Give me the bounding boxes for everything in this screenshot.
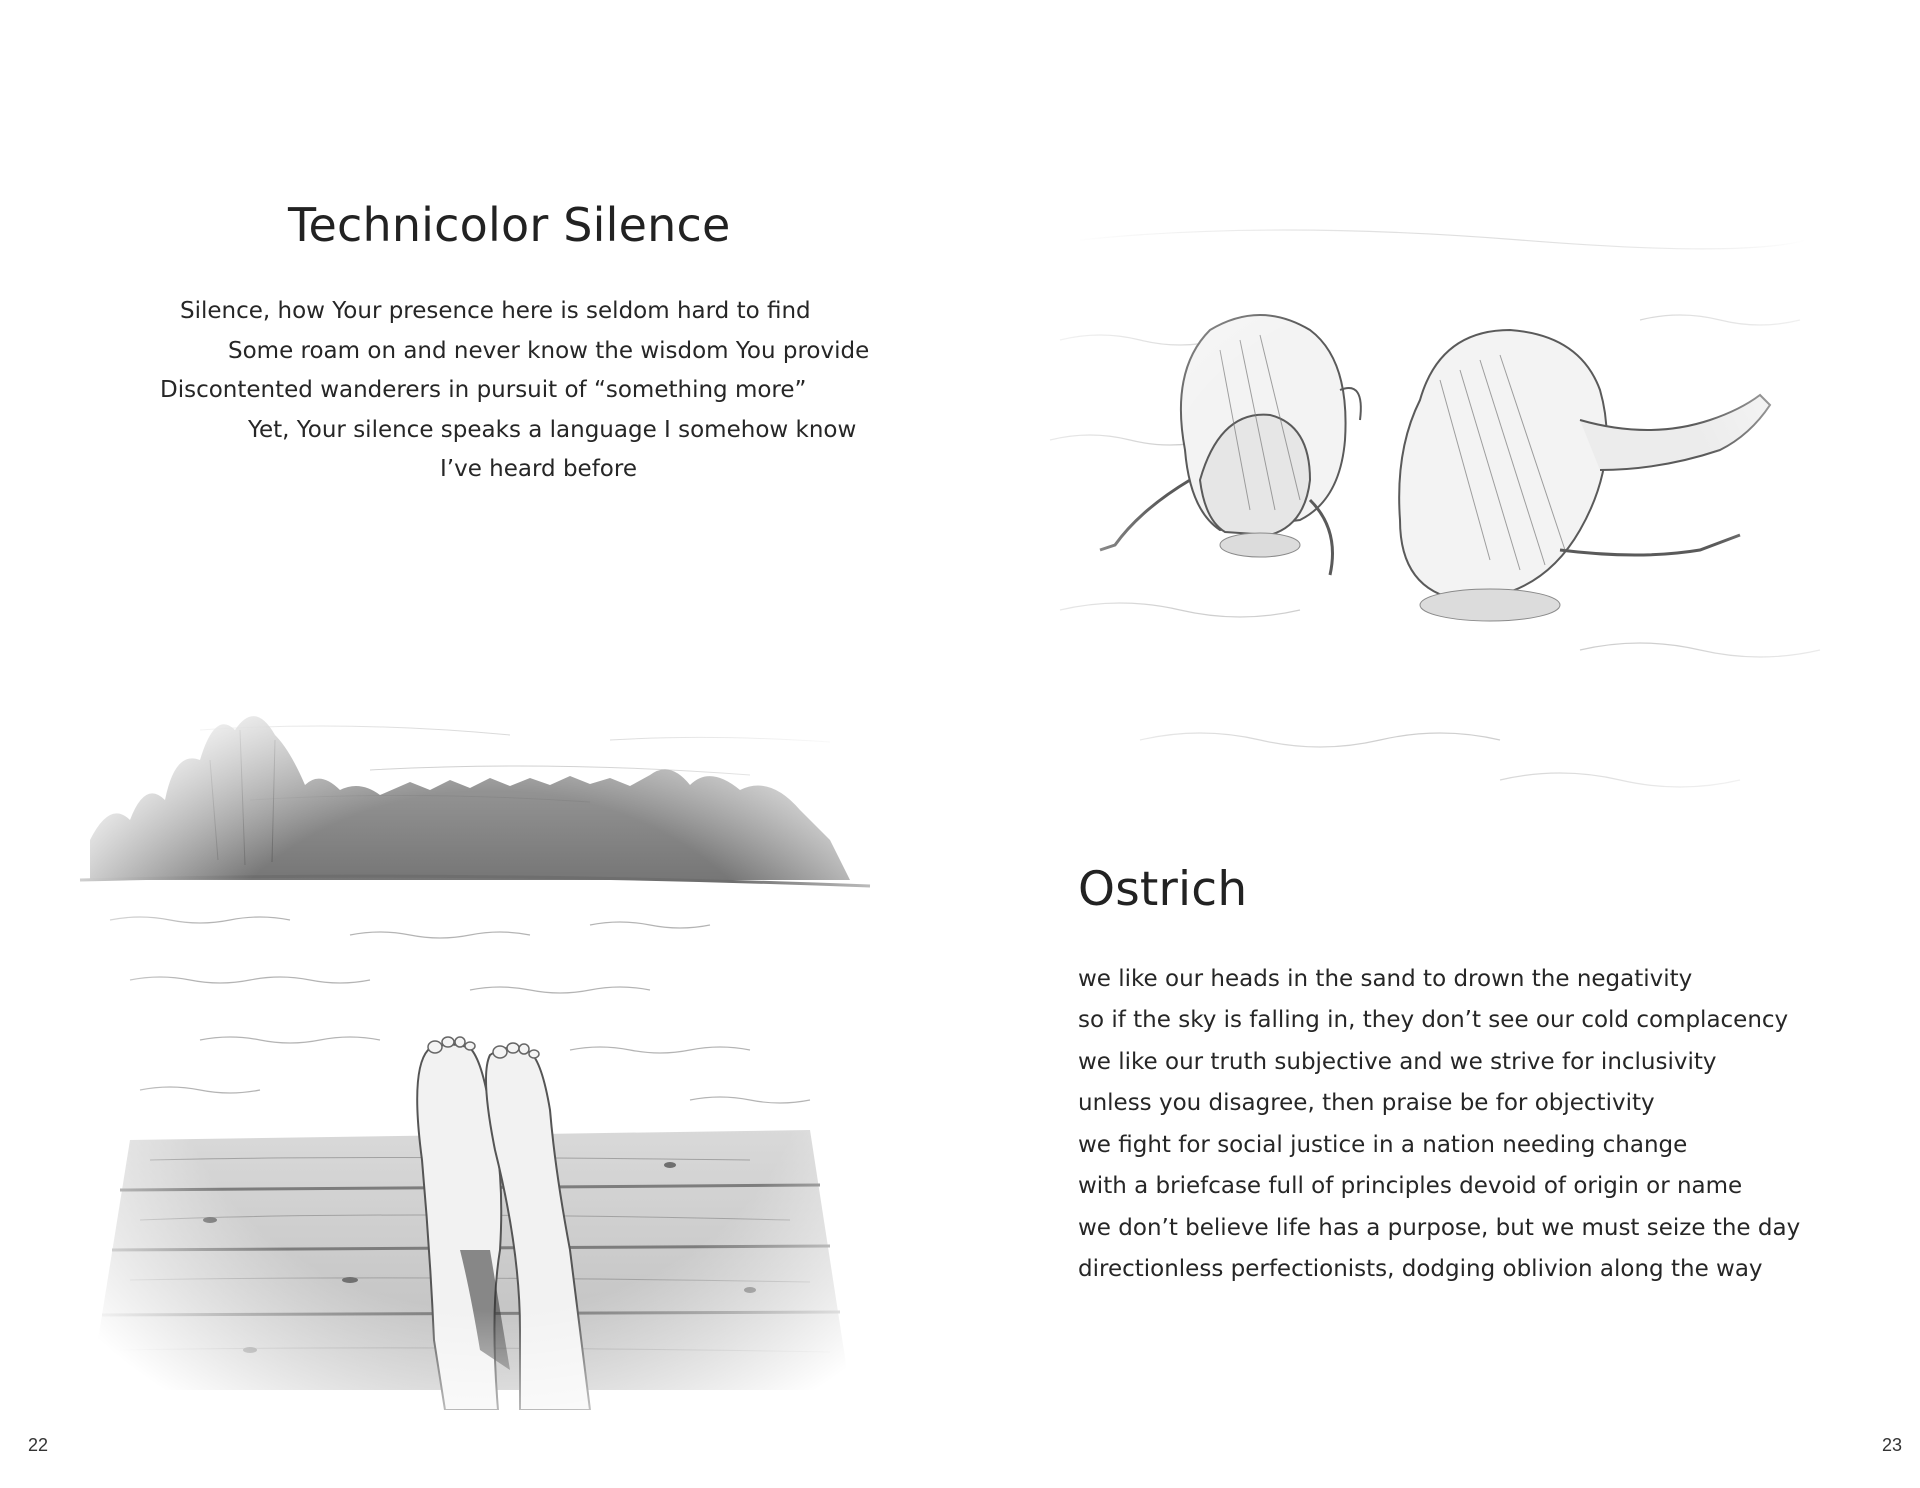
poem-line: I’ve heard before (440, 456, 637, 482)
poem-line: we like our heads in the sand to drown the negativity (1078, 966, 1693, 992)
poem-line: with a briefcase full of principles devoid of origin or name (1078, 1173, 1743, 1199)
poem-line: directionless perfectionists, dodging oblivion along the way (1078, 1256, 1763, 1282)
poem-line: so if the sky is falling in, they don’t see our cold complacency (1078, 1007, 1789, 1033)
right-page (960, 0, 1920, 1488)
page-number-left: 22 (28, 1435, 49, 1455)
poem-line: we fight for social justice in a nation needing change (1078, 1132, 1688, 1158)
poem-title-ostrich: Ostrich (1078, 862, 1248, 917)
poem-line: unless you disagree, then praise be for objectivity (1078, 1090, 1655, 1116)
poem-line: we don’t believe life has a purpose, but we must seize the day (1078, 1215, 1801, 1241)
poem-title-technicolor-silence: Technicolor Silence (288, 198, 731, 252)
poem-line: Some roam on and never know the wisdom You provide (228, 338, 870, 364)
poem-body-ostrich (960, 0, 1920, 1400)
poem-line: Discontented wanderers in pursuit of “something more” (160, 377, 807, 403)
poem-body-technicolor-silence (0, 0, 960, 520)
poem-line: we like our truth subjective and we strive for inclusivity (1078, 1049, 1717, 1075)
poem-line: Silence, how Your presence here is seldom hard to find (180, 298, 811, 324)
page-number-right: 23 (1882, 1435, 1903, 1455)
lake-dock-feet-illustration (50, 690, 930, 1410)
poem-line: Yet, Your silence speaks a language I somehow know (248, 417, 857, 443)
